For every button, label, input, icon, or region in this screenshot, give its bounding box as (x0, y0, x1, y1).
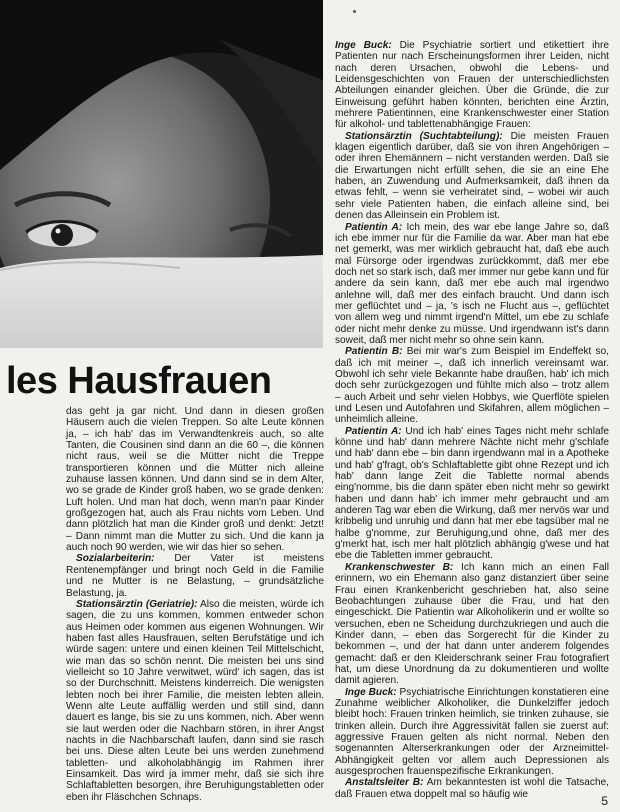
speaker-label: Patientin A: (345, 425, 402, 437)
portrait-photo (0, 0, 323, 348)
portrait-illustration (0, 0, 323, 348)
article-headline: les Hausfrauen (6, 360, 272, 402)
speaker-label: Patientin A: (345, 221, 403, 233)
paragraph (335, 131, 609, 222)
paragraph-text: Ich mein, des war ebe lange Jahre so, daß ich ebe immer nur für die Familie da war. Aber man hat ebe net gemerkt, was mer wirklich gebraucht hat, daß ebe auch mal Fürsorge oder irgendwas zurückkommt, daß mer ebe doch net so stark isch, daß mer immer nur gebe kann und für andere da sein kann, daß mer ebe auch mal irgendwo anlehne will, daß mer des einfach braucht. Und dann isch mer geflüchtet und – ja, 's isch ne Flucht aus –, geflüchtet von allem weg und nimmt irgend'n Mittel, um ebe zu schlafe oder nicht mehr denke zu müsse. Und irgendwann ist's dann soweit, daß mer nicht mehr so ohne sein kann. (335, 221, 610, 346)
paragraph (335, 562, 609, 687)
paragraph (335, 426, 609, 562)
paragraph-text: Die Psychiatrie sortiert und etikettiert ihre Patienten nur nach Erscheinungsformen ihrer Leiden, nicht nach deren Ursachen, obwohl die Lebens- und Leidensgeschichten von Frauen der unterschiedlichsten Abteilungen einander gleichen. Über die Gründe, die zur Einweisung geführt haben könnten, berichten eine Ärztin, mehrere Patientinnen, eine Krankenschwester einer Station für alkohol- und tablettenabhängige Frauen: (335, 40, 609, 131)
paragraph-text: das geht ja gar nicht. Und dann in diesen großen Häusern auch die vielen Treppen. So alte Leute können ja, – ich hab' das im Verwandtenkreis auch, so alte Tanten, die Cousinen sind dann an die 60 –, die können nicht raus, weil se die Mütter nicht die Treppe transportieren können und die Mütter nich alleine zuhause lassen können. Und dann sind se in dem Alter, wo se grade de Kinder groß haben, wo se grade denken: Luft holen. Und man hat doch, wenn man'n paar Kinder großgezogen hat, auch als Frau nichts vom Leben. Und dann plötzlich hat man die Kinder groß und denkt: Jetzt! – Dann nimmt man die Mutter zu sich. Und die kann ja auch noch 90 werden, wie wir das hier so sehen. (66, 406, 324, 554)
speaker-label: Anstaltsleiter B: (345, 777, 424, 789)
speaker-label: Sozialarbeiterin: (76, 553, 155, 565)
paragraph (335, 687, 609, 778)
speaker-label: Inge Buck: (335, 40, 392, 51)
paragraph (335, 222, 609, 347)
page-number: 5 (601, 794, 608, 808)
right-text-column (335, 40, 609, 800)
paragraph-text: Am bekanntesten ist wohl die Tatsache, daß Frauen etwa doppelt mal so häufig wie (335, 777, 609, 800)
paragraph (66, 553, 324, 598)
paragraph-text: Psychiatrische Einrichtungen konstatieren eine Zunahme weiblicher Alkoholiker, die Dunkelziffer jedoch bleibt hoch: Frauen trinken heimlich, sie trinken zuhause, sie trinken allein. Durch ihre Aggressivität fallen sie zuerst auf: aggressive Frauen gelten als nicht normal. Neben den sogenannten Alterserkrankungen oder der Arzneimittel-Abhängigkeit gelten vor allem auch Depressionen als ausgesprochen frauenspezifische Erkrankungen. (335, 686, 609, 777)
speaker-label: Stationsärztin (Geriatrie): (76, 598, 198, 610)
paragraph-text: Und ich hab' eines Tages nicht mehr schlafe könne und hab' dann mehrere Nächte nicht mehr g'schlafe und hab' dann ebe – bin dann irgendwann mal in a Apotheke und hab' g'fragt, ob's Schlaftablette gibt ohne Rezept und ich hab' dann lange Zeit die Tablette normal abends eing'nomme, bis die dann später eben nicht mehr so gewirkt haben und dann hab' ich immer mehr gebraucht und am anderen Tag war eben die Wirkung, daß mer nervös war und kribbelig und unruhig und dann hat mer ebe tagsüber mal ne halbe g'nomme, zur Beruhigung,und ohne, daß mer des g'merkt hat, isch mer halt plötzlich abhängig g'wese und hat ebe die Tabletten immer gebraucht. (335, 425, 610, 562)
paragraph-text: Ich kann mich an einen Fall erinnern, wo ein Ehemann also ganz distanziert über seine Frau einen Krankenbericht geschrieben hat, also seine Beobachtungen zuhause über die Frau, und hat den eingeschickt. Die Patientin war Alkoholikerin und er wollte so versuchen, eben ne Scheidung durchzukriegen und auch die Kinder dann, – eben das Sorgerecht für die Kinder zu bekommen –, und der hat dann unter anderem folgendes gemacht: daß er den Kleiderschrank seiner Frau fotografiert hat, um diese Unordnung da zu dokumentieren und wollte damit agieren. (335, 561, 609, 687)
print-dot (353, 10, 356, 13)
speaker-label: Stationsärztin (Suchtabteilung): (345, 130, 503, 142)
paragraph-text: Also die meisten, würde ich sagen, die zu uns kommen, kommen entweder schon aus Heimen oder kommen aus eigenen Wohnungen. Wir haben fast alles Hausfrauen, selten Berufstätige und ich würde sagen: untere und einen kleinen Teil Mittelschicht, wie man das so schön nennt. Die meisten bei uns sind vielleicht so 10 Jahre verwitwet, würd' ich sagen, das ist so der Durchschnitt. Meistens kinderreich. Die wenigsten lebten noch bei ihrer Familie, die meisten lebten allein. Wenn alte Leute auffällig werden und still sind, dann dauert es lange, bis sie zu uns kommen, nich. Aber wenn sie laut werden oder die Nachbarn stören, in ihrer Angst nachts in die Nachbarschaft laufen, dann sind sie rasch bei uns. Diese alten Leute bei uns werden zunehmend tabletten- und alkoholabhängig im Rahmen ihrer Einsamkeit. Das wird ja immer mehr, daß sie sich ihre Schlaftabletten besorgen, ihre Beruhigungstabletten oder eben ihr Fläschchen Schnaps. (66, 598, 324, 803)
left-text-column (66, 406, 324, 803)
paragraph-text: Der Vater ist meistens Rentenempfänger und bringt noch Geld in die Familie und ne Mutter is ne Belastung, – grundsätzliche Belastung, ja. (66, 553, 324, 599)
speaker-label: Inge Buck: (345, 686, 397, 698)
paragraph (66, 599, 324, 803)
paragraph (335, 346, 609, 425)
paragraph-text: Die meisten Frauen klagen eigentlich darüber, daß sie von ihren Angehörigen – oder ihren Ehemännern – nicht verstanden werden. Daß sie die Erwartungen nicht erfüllt sehen, die sie an eine Ehe haben, an Zuwendung und Aufmerksamkeit, daß ihnen da etwas fehlt, – wenn sie verheiratet sind, – wobei wir auch sehr viele Patienten haben, die einfach alleine sind, bei denen das Alleinsein ein Problem ist. (335, 130, 609, 222)
paragraph (66, 406, 324, 553)
paragraph-text: Bei mir war's zum Beispiel im Endeffekt so, daß ich mit meiner –, daß ich innerlich vereinsamt war. Obwohl ich sehr viele Bekannte habe draußen, hab' ich mich doch sehr zurückgezogen und fühlte mich also – trotz allem – auch Arbeit und sehr vielen Hobbys, wie Querflöte spielen und Lesen und Autofahren und Skifahren, allem möglichen – unheimlich alleine. (335, 346, 609, 426)
speaker-label: Patientin B: (345, 346, 403, 358)
paragraph (335, 40, 609, 131)
paragraph (335, 777, 609, 800)
speaker-label: Krankenschwester B: (345, 561, 454, 573)
